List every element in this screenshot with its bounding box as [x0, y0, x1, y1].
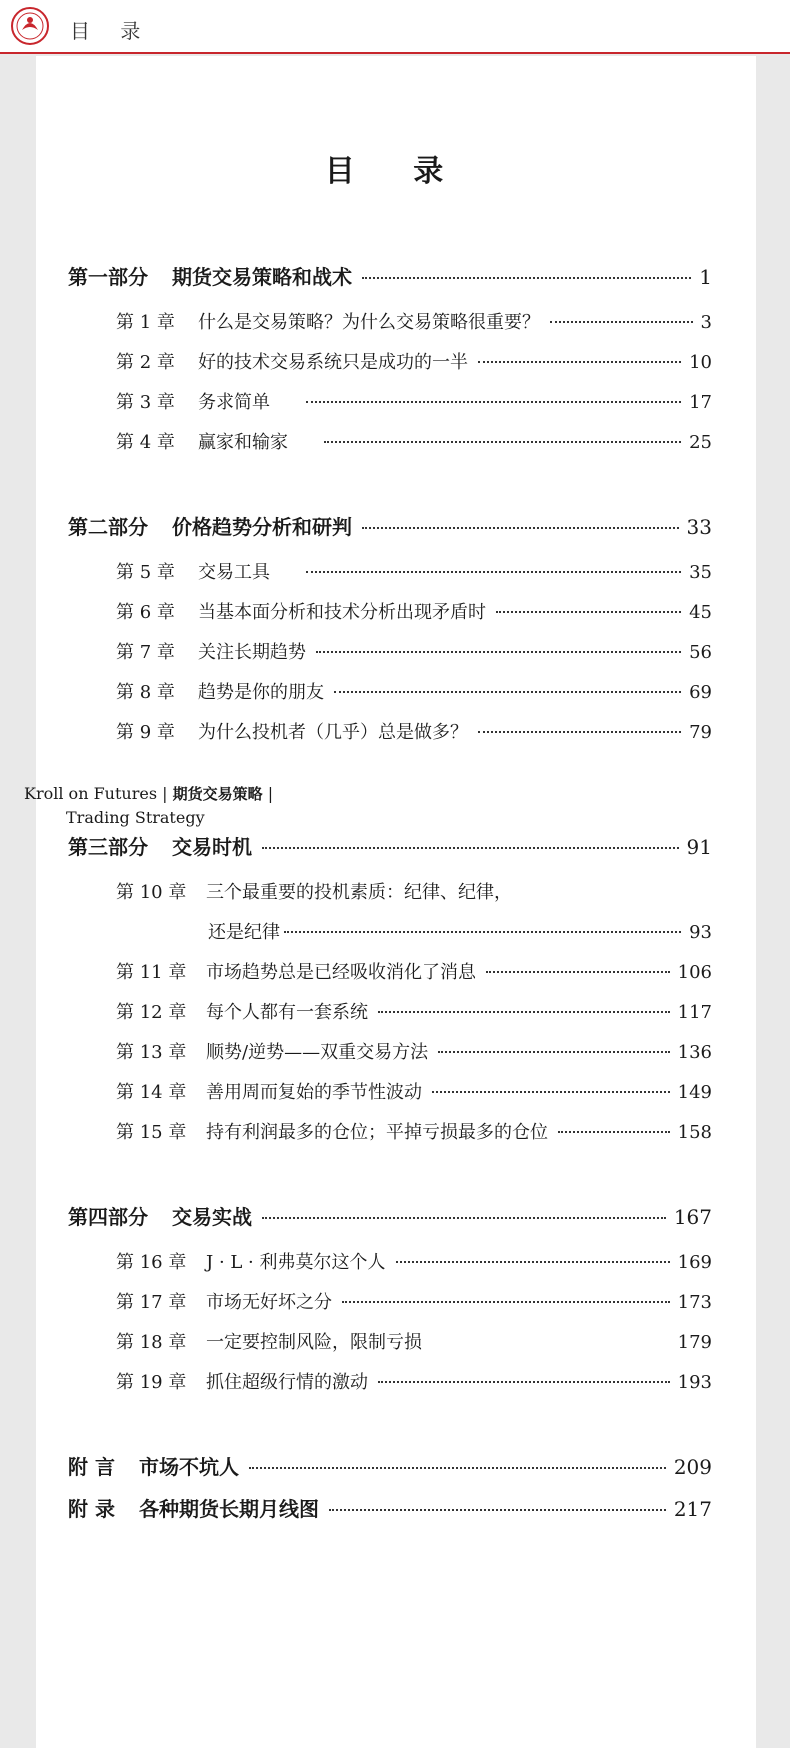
top-bar — [0, 0, 790, 54]
part-number: 第二部分 — [68, 515, 148, 539]
part-number: 附 录 — [68, 1497, 115, 1521]
page-number: 173 — [677, 1292, 712, 1313]
page-number: 149 — [677, 1082, 712, 1103]
leader-dots — [262, 847, 679, 849]
leader-dots — [378, 1381, 670, 1383]
toc-chapter-18[interactable] — [116, 1328, 712, 1354]
toc-chapter-15[interactable] — [116, 1118, 712, 1144]
book-english-title: Kroll on Futures — [24, 784, 158, 803]
document-page — [36, 56, 756, 1748]
toc-chapter-13[interactable] — [116, 1038, 712, 1064]
toc-epilogue[interactable] — [68, 1451, 712, 1480]
chapter-number: 第 4 章 — [116, 432, 175, 453]
toc-chapter-14[interactable] — [116, 1078, 712, 1104]
part-number: 第三部分 — [68, 835, 148, 859]
page-title: 目 录 — [324, 154, 468, 189]
page-number: 1 — [699, 265, 712, 289]
chapter-number: 第 12 章 — [116, 1002, 187, 1023]
page-number: 17 — [689, 392, 712, 413]
chapter-number: 第 9 章 — [116, 722, 175, 743]
toc-chapter-19[interactable] — [116, 1368, 712, 1394]
chapter-number: 第 15 章 — [116, 1122, 187, 1143]
leader-dots — [249, 1467, 666, 1469]
chapter-title: 为什么投机者（几乎）总是做多？ — [198, 722, 468, 743]
separator: | — [267, 784, 274, 803]
part-title: 交易实战 — [172, 1205, 252, 1229]
chapter-title: 务求简单 — [198, 392, 270, 413]
chapter-title: 持有利润最多的仓位；平掉亏损最多的仓位 — [206, 1122, 548, 1143]
toc-chapter-5[interactable] — [116, 558, 712, 584]
chapter-title: 当基本面分析和技术分析出现矛盾时 — [198, 602, 486, 623]
page-number: 10 — [689, 352, 712, 373]
leader-dots — [478, 731, 681, 733]
book-subtitle: Trading Strategy — [66, 808, 205, 827]
toc-chapter-10[interactable] — [116, 878, 512, 904]
leader-dots — [438, 1051, 670, 1053]
part-number: 第四部分 — [68, 1205, 148, 1229]
toc-chapter-12[interactable] — [116, 998, 712, 1024]
separator: | — [162, 784, 168, 803]
chapter-number: 第 11 章 — [116, 962, 187, 983]
page-number: 117 — [677, 1002, 712, 1023]
header-title: 目 录 — [70, 19, 153, 43]
toc-chapter-4[interactable] — [116, 428, 712, 454]
chapter-title: 好的技术交易系统只是成功的一半 — [198, 352, 468, 373]
leader-dots — [329, 1509, 666, 1511]
page-number: 79 — [689, 722, 712, 743]
leader-dots — [316, 651, 681, 653]
toc-part-3[interactable] — [68, 831, 712, 860]
leader-dots — [362, 527, 679, 529]
toc-chapter-3[interactable] — [116, 388, 712, 414]
chapter-number: 第 10 章 — [116, 882, 187, 903]
toc-part-2[interactable] — [68, 511, 712, 540]
publisher-logo-icon — [10, 6, 50, 46]
chapter-number: 第 6 章 — [116, 602, 175, 623]
chapter-number: 第 1 章 — [116, 312, 175, 333]
chapter-title: 趋势是你的朋友 — [198, 682, 324, 703]
chapter-title: 市场趋势总是已经吸收消化了消息 — [206, 962, 476, 983]
toc-chapter-17[interactable] — [116, 1288, 712, 1314]
book-running-label — [24, 782, 273, 830]
leader-dots — [496, 611, 681, 613]
leader-dots — [558, 1131, 670, 1133]
part-title: 市场不坑人 — [138, 1455, 239, 1479]
leader-dots — [342, 1301, 670, 1303]
toc-chapter-6[interactable] — [116, 598, 712, 624]
toc-chapter-10-continued[interactable] — [208, 918, 712, 944]
chapter-number: 第 16 章 — [116, 1252, 187, 1273]
chapter-number: 第 14 章 — [116, 1082, 187, 1103]
chapter-title: 每个人都有一套系统 — [206, 1002, 368, 1023]
page-number: 25 — [689, 432, 712, 453]
chapter-title: 一定要控制风险，限制亏损 — [206, 1332, 422, 1353]
leader-dots — [362, 277, 691, 279]
chapter-number: 第 19 章 — [116, 1372, 187, 1393]
toc-chapter-11[interactable] — [116, 958, 712, 984]
leader-dots — [378, 1011, 670, 1013]
toc-chapter-7[interactable] — [116, 638, 712, 664]
part-title: 期货交易策略和战术 — [172, 265, 352, 289]
page-number: 93 — [689, 922, 712, 943]
chapter-title: J · L · 利弗莫尔这个人 — [206, 1252, 386, 1273]
page-number: 136 — [677, 1042, 712, 1063]
chapter-title-continued: 还是纪律 — [208, 922, 280, 943]
page-number: 106 — [677, 962, 712, 983]
leader-dots — [284, 931, 681, 933]
chapter-number: 第 5 章 — [116, 562, 175, 583]
leader-dots — [396, 1261, 670, 1263]
toc-chapter-8[interactable] — [116, 678, 712, 704]
page-number: 56 — [689, 642, 712, 663]
page-number: 167 — [673, 1205, 712, 1229]
toc-chapter-9[interactable] — [116, 718, 712, 744]
page-number: 35 — [689, 562, 712, 583]
page-number: 158 — [677, 1122, 712, 1143]
leader-dots — [432, 1341, 670, 1343]
chapter-title: 赢家和输家 — [198, 432, 288, 453]
chapter-number: 第 3 章 — [116, 392, 175, 413]
chapter-number: 第 2 章 — [116, 352, 175, 373]
toc-chapter-2[interactable] — [116, 348, 712, 374]
chapter-title: 交易工具 — [198, 562, 270, 583]
chapter-title: 顺势/逆势——双重交易方法 — [206, 1042, 429, 1063]
leader-dots — [432, 1091, 670, 1093]
part-title: 价格趋势分析和研判 — [172, 515, 352, 539]
chapter-title: 市场无好坏之分 — [206, 1292, 332, 1313]
part-title: 各种期货长期月线图 — [138, 1497, 319, 1521]
toc-appendix[interactable] — [68, 1493, 712, 1522]
leader-dots — [486, 971, 670, 973]
chapter-title: 善用周而复始的季节性波动 — [206, 1082, 422, 1103]
leader-dots — [306, 571, 681, 573]
page-number: 169 — [677, 1252, 712, 1273]
chapter-title: 什么是交易策略？为什么交易策略很重要？ — [198, 312, 540, 333]
book-chinese-title: 期货交易策略 — [172, 785, 263, 803]
page-number: 69 — [689, 682, 712, 703]
chapter-title: 三个最重要的投机素质：纪律、纪律， — [206, 882, 512, 903]
chapter-number: 第 17 章 — [116, 1292, 187, 1313]
leader-dots — [478, 361, 681, 363]
leader-dots — [262, 1217, 666, 1219]
chapter-title: 关注长期趋势 — [198, 642, 306, 663]
page-number: 209 — [673, 1455, 712, 1479]
part-number: 附 言 — [68, 1455, 115, 1479]
page-number: 45 — [689, 602, 712, 623]
leader-dots — [550, 321, 693, 323]
page-number: 33 — [686, 515, 712, 539]
page-number: 3 — [700, 312, 712, 333]
leader-dots — [334, 691, 681, 693]
leader-dots — [306, 401, 681, 403]
leader-dots — [324, 441, 681, 443]
part-number: 第一部分 — [68, 265, 148, 289]
toc-part-1[interactable] — [68, 261, 712, 290]
toc-chapter-16[interactable] — [116, 1248, 712, 1274]
page-number: 217 — [673, 1497, 712, 1521]
page-number: 179 — [677, 1332, 712, 1353]
toc-part-4[interactable] — [68, 1201, 712, 1230]
chapter-number: 第 8 章 — [116, 682, 175, 703]
chapter-number: 第 18 章 — [116, 1332, 187, 1353]
page-number: 91 — [686, 835, 712, 859]
toc-chapter-1[interactable] — [116, 308, 712, 334]
part-title: 交易时机 — [172, 835, 252, 859]
book-label-line-1 — [24, 782, 273, 806]
chapter-number: 第 7 章 — [116, 642, 175, 663]
chapter-number: 第 13 章 — [116, 1042, 187, 1063]
chapter-title: 抓住超级行情的激动 — [206, 1372, 368, 1393]
page-number: 193 — [677, 1372, 712, 1393]
